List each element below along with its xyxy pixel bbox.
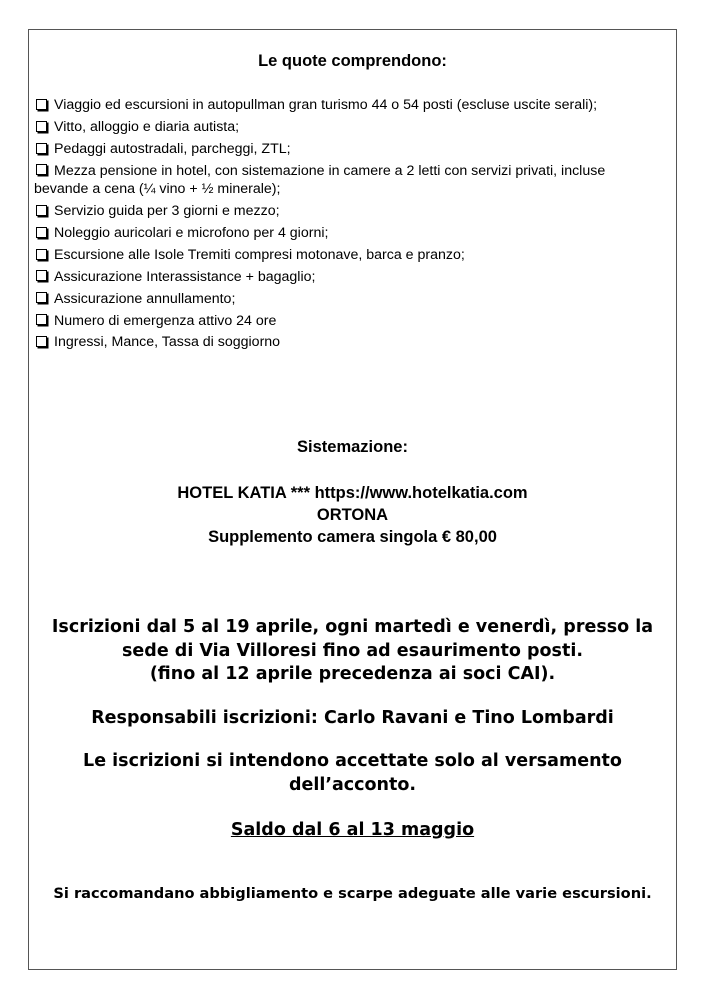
list-item: Vitto, alloggio e diaria autista; bbox=[34, 118, 646, 137]
checkbox-icon bbox=[36, 99, 47, 110]
recommendation-note: Si raccomandano abbigliamento e scarpe adeguate alle varie escursioni. bbox=[53, 885, 652, 902]
hotel-info bbox=[28, 482, 677, 548]
balance-dates: Saldo dal 6 al 13 maggio bbox=[230, 820, 475, 840]
list-item: Servizio guida per 3 giorni e mezzo; bbox=[34, 202, 646, 221]
list-item: Numero di emergenza attivo 24 ore bbox=[34, 312, 646, 331]
acceptance-line-2: dell’acconto. bbox=[288, 774, 417, 795]
acceptance-line-1: Le iscrizioni si intendono accettate solo al versamento bbox=[83, 751, 622, 771]
checkbox-icon bbox=[36, 205, 47, 216]
list-item: Noleggio auricolari e microfono per 4 giorni; bbox=[34, 224, 646, 243]
list-item: Viaggio ed escursioni in autopullman gran turismo 44 o 54 posti (escluse uscite serali); bbox=[34, 96, 646, 115]
registration-dates bbox=[28, 616, 677, 687]
includes-title: Le quote comprendono: bbox=[258, 52, 447, 70]
checkbox-icon bbox=[36, 227, 47, 238]
single-supplement: Supplemento camera singola € 80,00 bbox=[208, 528, 497, 546]
registration-line-2: sede di Via Villoresi fino ad esaurimento posti. bbox=[122, 640, 583, 661]
checkbox-icon bbox=[36, 292, 47, 303]
checkbox-icon bbox=[36, 336, 47, 347]
hotel-line: HOTEL KATIA *** https://www.hotelkatia.com bbox=[177, 484, 528, 502]
accommodation-heading: Sistemazione: bbox=[297, 438, 408, 456]
registration-line-1: Iscrizioni dal 5 al 19 aprile, ogni martedì e venerdì, presso la bbox=[51, 617, 654, 637]
registration-managers: Responsabili iscrizioni: Carlo Ravani e Tino Lombardi bbox=[91, 708, 614, 728]
checkbox-icon bbox=[36, 270, 47, 281]
checkbox-icon bbox=[36, 121, 47, 132]
checkbox-icon bbox=[36, 249, 47, 260]
list-item: Assicurazione annullamento; bbox=[34, 290, 646, 309]
checkbox-icon bbox=[36, 164, 47, 175]
list-item: Escursione alle Isole Tremiti compresi motonave, barca e pranzo; bbox=[34, 246, 646, 265]
checkbox-icon bbox=[36, 314, 47, 325]
list-item: Pedaggi autostradali, parcheggi, ZTL; bbox=[34, 140, 646, 159]
acceptance-note bbox=[28, 750, 677, 797]
list-item: Assicurazione Interassistance + bagaglio; bbox=[34, 268, 646, 287]
list-item: Mezza pensione in hotel, con sistemazione in camere a 2 letti con servizi privati, incluse bevande a cena (¼ vino + ½ minerale); bbox=[34, 162, 606, 198]
includes-list bbox=[34, 96, 646, 355]
list-item: Ingressi, Mance, Tassa di soggiorno bbox=[34, 333, 646, 352]
checkbox-icon bbox=[36, 143, 47, 154]
hotel-city: ORTONA bbox=[316, 506, 389, 524]
registration-line-3: (fino al 12 aprile precedenza ai soci CAI). bbox=[149, 664, 556, 684]
